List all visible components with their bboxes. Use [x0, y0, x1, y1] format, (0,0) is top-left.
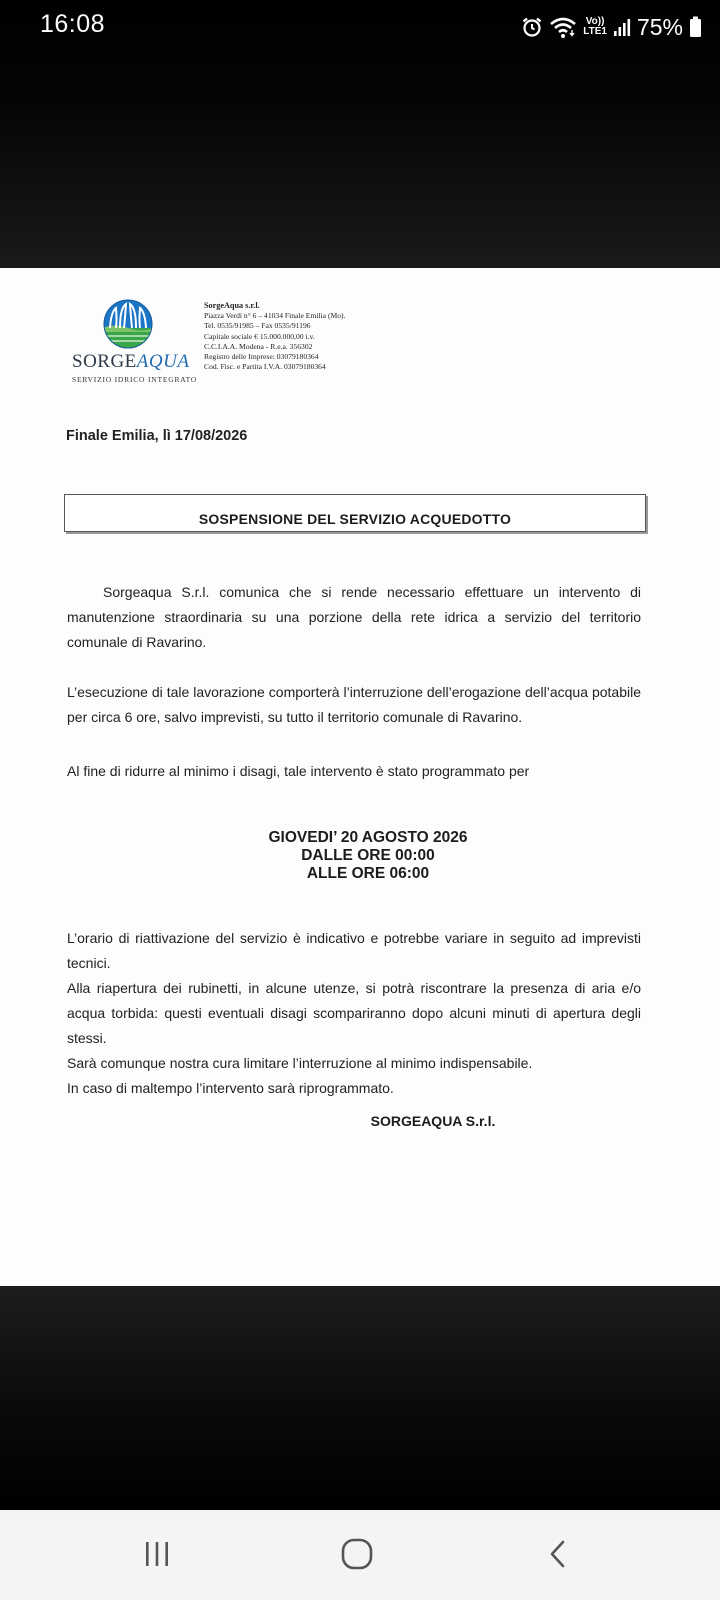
home-icon — [340, 1537, 374, 1571]
signal-icon — [613, 17, 631, 37]
company-logo-icon — [102, 298, 154, 350]
home-button[interactable] — [327, 1532, 387, 1576]
note-reactivation: L’orario di riattivazione del servizio è indicativo e potrebbe variare in seguito ad imprevisti tecnici. — [67, 930, 641, 971]
signature: SORGEAQUA S.r.l. — [370, 1113, 496, 1129]
company-register: Registro delle Imprese: 03079180364 — [204, 352, 319, 362]
document-title: SOSPENSIONE DEL SERVIZIO ACQUEDOTTO — [198, 511, 512, 527]
status-icons — [521, 10, 702, 44]
company-tax-code: Cod. Fisc. e Partita I.V.A. 03079180364 — [204, 362, 326, 372]
top-background — [0, 0, 720, 268]
company-name: SorgeAqua s.r.l. — [204, 301, 260, 310]
note-minimize: Sarà comunque nostra cura limitare l’interruzione al minimo indispensabile. — [67, 1055, 533, 1071]
company-address: Piazza Verdi n° 6 – 41034 Finale Emilia (Mo). — [204, 311, 346, 321]
letterhead — [70, 298, 410, 388]
paragraph-schedule-intro: Al fine di ridurre al minimo i disagi, tale intervento è stato programmato per — [67, 763, 530, 779]
date-line: Finale Emilia, lì 17/08/2026 — [66, 428, 248, 444]
back-button[interactable] — [528, 1532, 588, 1576]
schedule-from: DALLE ORE 00:00 — [301, 847, 435, 864]
company-cciaa: C.C.I.A.A. Modena - R.e.a. 356302 — [204, 341, 313, 351]
paragraph-interruption: L’esecuzione di tale lavorazione comporterà l’interruzione dell’erogazione dell’acqua potabile per circa 6 ore, salvo imprevisti, su tutto il territorio comunale di Ravarino. — [67, 684, 641, 725]
note-turbid-water: Alla riapertura dei rubinetti, in alcune utenze, si potrà riscontrare la presenza di aria e/o acqua torbida: questi eventuali disagi scompariranno dopo alcuni minuti di apertura degli stessi. — [67, 980, 641, 1046]
recents-button[interactable] — [127, 1532, 187, 1576]
bottom-background — [0, 1286, 720, 1510]
schedule-block — [0, 829, 720, 883]
paragraph-notes — [67, 926, 641, 1101]
recents-icon — [142, 1540, 172, 1568]
battery-icon — [689, 16, 702, 38]
schedule-to: ALLE ORE 06:00 — [306, 865, 430, 882]
document-page — [0, 268, 720, 1286]
paragraph-intro: Sorgeaqua S.r.l. comunica che si rende necessario effettuare un intervento di manutenzione straordinaria su una porzione della rete idrica a servizio del territorio comunale di Ravarino. — [67, 584, 641, 650]
status-time: 16:08 — [40, 10, 106, 38]
company-tagline: SERVIZIO IDRICO INTEGRATO — [72, 375, 198, 384]
battery-level: 75% — [636, 13, 683, 40]
schedule-date: GIOVEDI’ 20 AGOSTO 2026 — [268, 829, 468, 846]
title-box — [64, 494, 646, 532]
company-capital: Capitale sociale € 15.000.000,00 i.v. — [204, 331, 315, 341]
network-label: Vo)) LTE1 — [583, 16, 607, 37]
company-info — [204, 301, 345, 372]
company-logo-text: SORGEAQUA — [72, 351, 190, 372]
note-bad-weather: In caso di maltempo l’intervento sarà riprogrammato. — [67, 1080, 394, 1096]
alarm-icon — [521, 16, 543, 38]
navigation-bar — [0, 1510, 720, 1600]
back-icon — [546, 1539, 570, 1569]
wifi-icon — [549, 15, 577, 39]
status-bar — [0, 0, 720, 54]
company-phone: Tel. 0535/91985 – Fax 0535/91196 — [204, 321, 311, 331]
